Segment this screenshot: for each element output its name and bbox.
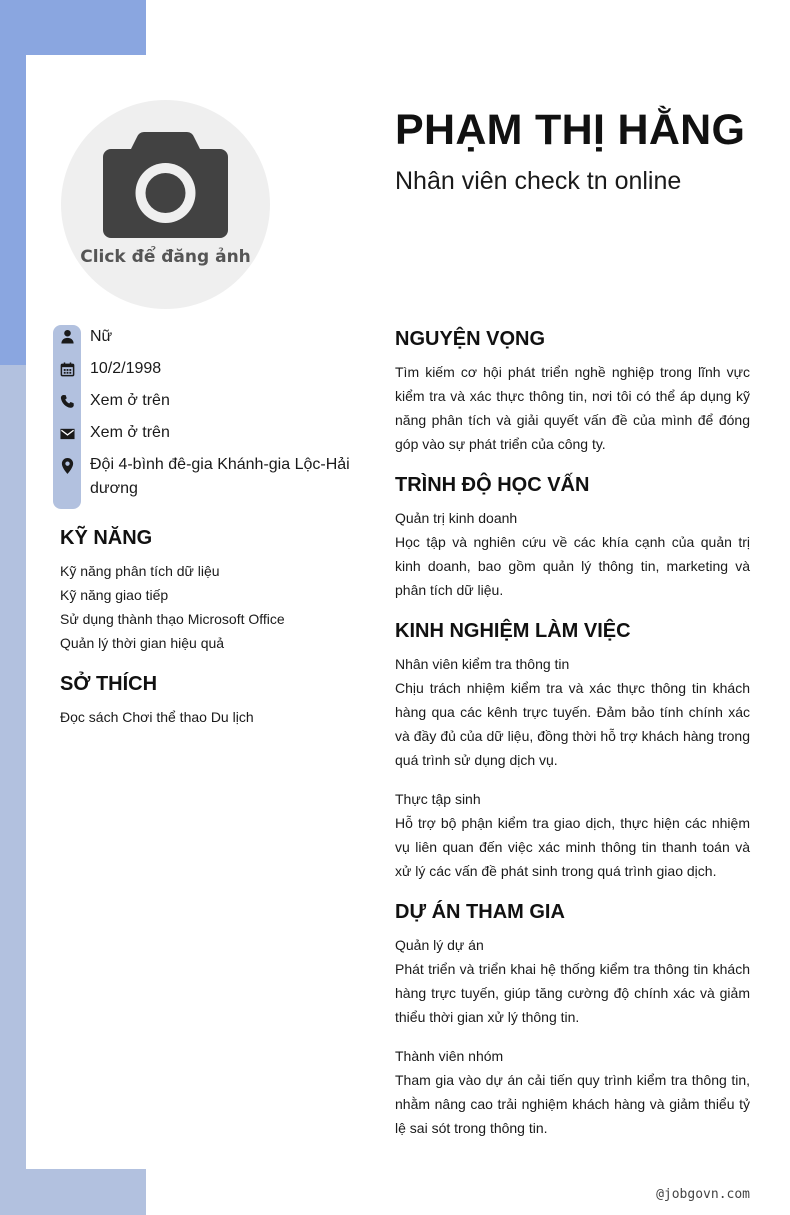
camera-icon: [102, 130, 229, 240]
job-title: Nhân viên check tn online: [395, 167, 682, 195]
project-role: Quản lý dự án: [395, 937, 484, 953]
contact-text: Xem ở trên: [90, 392, 170, 409]
project-text: Tham gia vào dự án cải tiến quy trình kiểm tra thông tin, nhằm nâng cao trải nghiệm khách hàng và giảm thiểu tỷ lệ sai sót trong thông tin.: [395, 1072, 750, 1136]
education-text: Học tập và nghiên cứu về các khía cạnh của quản trị kinh doanh, bao gồm quản lý thông tin, marketing và phân tích dữ liệu.: [395, 534, 750, 598]
skill-item: Quản lý thời gian hiệu quả: [60, 635, 225, 651]
email-icon: [60, 426, 75, 441]
experience-heading: KINH NGHIỆM LÀM VIỆC: [395, 620, 631, 642]
calendar-icon: [60, 362, 75, 377]
contact-text: Nữ: [90, 328, 113, 345]
experience-text: Chịu trách nhiệm kiểm tra và xác thực thông tin khách hàng qua các kênh trực tuyến. Đảm bảo tính chính xác và đầy đủ của dữ liệu, đồng thời hỗ trợ khách hàng trong quá trình sử dụng dịch vụ.: [395, 680, 750, 768]
hobbies-heading: SỞ THÍCH: [60, 673, 158, 695]
experience-role: Thực tập sinh: [395, 791, 481, 807]
candidate-name: PHẠM THỊ HẰNG: [395, 106, 746, 154]
phone-icon: [60, 394, 75, 409]
skill-item: Sử dụng thành thạo Microsoft Office: [60, 611, 285, 627]
objective-text: Tìm kiếm cơ hội phát triển nghề nghiệp trong lĩnh vực kiểm tra và xác thực thông tin, nơi tôi có thể áp dụng kỹ năng phân tích và giải quyết vấn đề của mình để đóng góp vào sự phát triển của công ty.: [395, 364, 750, 452]
education-major: Quản trị kinh doanh: [395, 510, 518, 526]
contact-text: Đội 4-bình đê-gia Khánh-gia Lộc-Hải dương: [90, 456, 350, 497]
project-role: Thành viên nhóm: [395, 1048, 504, 1064]
person-icon: [60, 329, 75, 344]
project-text: Phát triển và triển khai hệ thống kiểm tra thông tin khách hàng trực tuyến, giúp tăng cường độ chính xác và giảm thiểu thời gian xử lý thông tin.: [395, 961, 750, 1025]
photo-upload[interactable]: [61, 100, 270, 309]
contact-icon-bar: [53, 325, 81, 509]
contact-text: Xem ở trên: [90, 424, 170, 441]
location-pin-icon: [60, 457, 75, 475]
skill-item: Kỹ năng giao tiếp: [60, 587, 169, 603]
education-heading: TRÌNH ĐỘ HỌC VẤN: [395, 474, 590, 496]
experience-role: Nhân viên kiểm tra thông tin: [395, 656, 570, 672]
contact-text: 10/2/1998: [90, 360, 162, 377]
skills-heading: KỸ NĂNG: [60, 527, 153, 549]
experience-text: Hỗ trợ bộ phận kiểm tra giao dịch, thực hiện các nhiệm vụ liên quan đến việc xác minh thông tin thanh toán và xử lý các vấn đề phát sinh trong quá trình giao dịch.: [395, 815, 750, 879]
skill-item: Kỹ năng phân tích dữ liệu: [60, 563, 220, 579]
hobbies-text: Đọc sách Chơi thể thao Du lịch: [60, 709, 254, 725]
skills-list: [60, 559, 285, 655]
projects-heading: DỰ ÁN THAM GIA: [395, 901, 565, 923]
photo-caption: Click để đăng ảnh: [80, 247, 251, 267]
objective-heading: NGUYỆN VỌNG: [395, 328, 546, 350]
watermark: @jobgovn.com: [656, 1187, 750, 1202]
